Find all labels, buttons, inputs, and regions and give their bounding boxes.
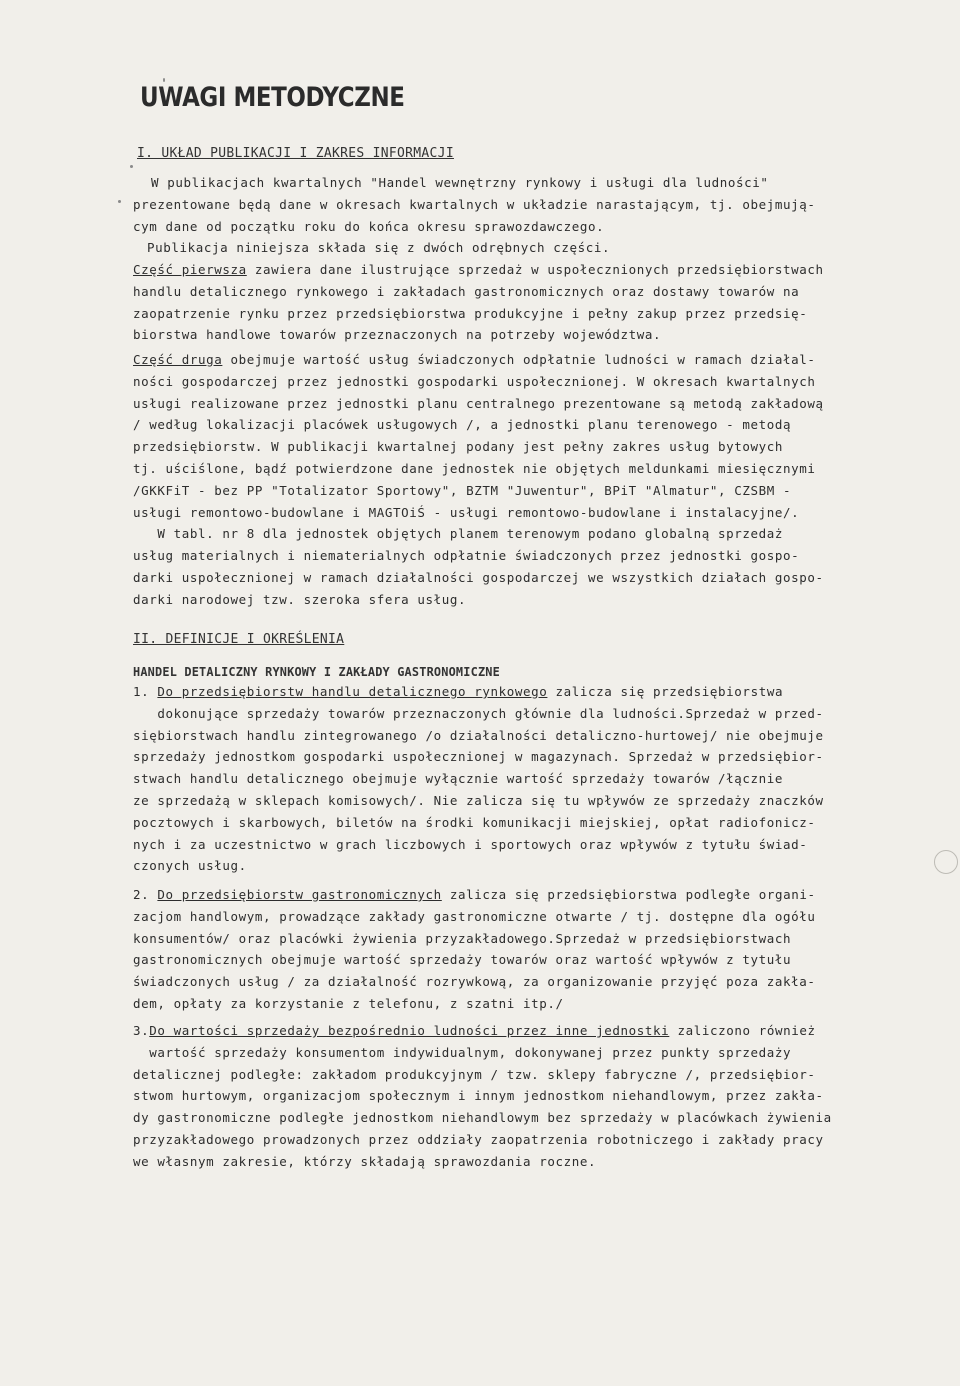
section-2-subheading: HANDEL DETALICZNY RYNKOWY I ZAKŁADY GASTRONOMICZNE — [133, 664, 500, 679]
definition-number: 1. — [133, 684, 158, 699]
definition-line — [133, 1020, 832, 1042]
definition-term: Do wartości sprzedaży bezpośrednio ludności przez inne jednostki — [149, 1023, 670, 1038]
definition-line: świadczonych usług / za działalność rozrywkową, za organizowanie przyjęć poza zakła- — [133, 974, 816, 990]
definition-text: zalicza się przedsiębiorstwa — [547, 684, 784, 699]
definition-line: gastronomicznych obejmuje wartość sprzedaży towarów oraz wartość wpływów z tytułu — [133, 952, 792, 968]
definition-line: nych i za uczestnictwo w grach liczbowych i sportowych oraz wpływów z tytułu świad- — [133, 836, 808, 852]
paragraph-line: darki narodowej tzw. szeroka sfera usług. — [133, 591, 467, 607]
definition-line: we własnym zakresie, którzy składają sprawozdania roczne. — [133, 1153, 597, 1169]
definition-line — [133, 681, 824, 703]
definition-line: detalicznej podległe: zakładom produkcyjnym / tzw. sklepy fabryczne /, przedsiębior- — [133, 1066, 816, 1082]
punch-hole-mark — [934, 850, 958, 874]
paragraph-line: usług materialnych i niematerialnych odpłatnie świadczonych przez jednostki gospo- — [133, 548, 800, 564]
scan-speck — [130, 165, 133, 168]
definition-line: wartość sprzedaży konsumentom indywidualnym, dokonywanej przez punkty sprzedaży — [133, 1044, 792, 1060]
paragraph-text: obejmuje wartość usług świadczonych odpłatnie ludności w ramach działal- — [222, 352, 816, 367]
paragraph-line: usługi realizowane przez jednostki planu centralnego prezentowane są metodą zakładową — [133, 395, 824, 411]
paragraph-text: zawiera dane ilustrujące sprzedaż w uspołecznionych przedsiębiorstwach — [246, 262, 824, 277]
definition-line: pocztowych i skarbowych, biletów na środki komunikacji miejskiej, opłat radiofonicz- — [133, 814, 816, 830]
part-one-paragraph — [133, 259, 824, 346]
definition-line: siębiorstwach handlu zintegrowanego /o działalności detaliczno-hurtowej/ nie obejmuje — [133, 727, 824, 743]
paragraph-line: /GKKFiT - bez PP "Totalizator Sportowy", BZTM "Juwentur", BPiT "Almatur", CZSBM - — [133, 482, 792, 498]
paragraph-line: biorstwa handlowe towarów przeznaczonych na potrzeby województwa. — [133, 327, 662, 343]
paragraph-line: / według lokalizacji placówek usługowych /, a jednostki planu terenowego - metodą — [133, 417, 792, 433]
intro-line: W publikacjach kwartalnych "Handel wewnętrzny rynkowy i usługi dla ludności" — [151, 175, 769, 190]
paragraph-line: usługi remontowo-budowlane i MAGTOiŚ - usługi remontowo-budowlane i instalacyjne/. — [133, 504, 800, 520]
intro-line: prezentowane będą dane w okresach kwartalnych w układzie narastającym, tj. obejmują- — [133, 196, 816, 212]
paragraph-line: tj. uściślone, bądź potwierdzone dane jednostek nie objętych meldunkami miesięcznymi — [133, 460, 816, 476]
paragraph-line: ności gospodarczej przez jednostki gospodarki uspołecznionej. W okresach kwartalnych — [133, 373, 816, 389]
definition-line — [133, 884, 816, 906]
paragraph-line: W tabl. nr 8 dla jednostek objętych planem terenowym podano globalną sprzedaż — [133, 526, 784, 542]
definition-line: przyzakładowego prowadzonych przez oddziały zaopatrzenia robotniczego i zakłady pracy — [133, 1131, 824, 1147]
definition-line: stwom hurtowym, organizacjom społecznym i innym jednostkom niehandlowym, przez zakła- — [133, 1088, 824, 1104]
section-1-intro — [133, 172, 816, 259]
definition-line: czonych usług. — [133, 858, 247, 874]
definition-line: konsumentów/ oraz placówki żywienia przyzakładowego.Sprzedaż w przedsiębiorstwach — [133, 930, 792, 946]
paragraph-line: zaopatrzenie rynku przez przedsiębiorstwa produkcyjne i pełny zakup przez przedsię- — [133, 305, 808, 321]
page-title: UWAGI METODYCZNE — [140, 82, 405, 113]
part-one-label: Część pierwsza — [133, 262, 247, 277]
definition-line: dem, opłaty za korzystanie z telefonu, z szatni itp./ — [133, 995, 564, 1011]
definition-line: dy gastronomiczne podległe jednostkom niehandlowym bez sprzedaży w placówkach żywienia — [133, 1110, 832, 1126]
definition-line: sprzedaży jednostkom gospodarki uspołecznionej w magazynach. Sprzedaż w przedsiębior- — [133, 749, 824, 765]
definition-line: dokonujące sprzedaży towarów przeznaczonych głównie dla ludności.Sprzedaż w przed- — [133, 705, 824, 721]
paragraph-line — [133, 349, 824, 371]
section-1-heading: I. UKŁAD PUBLIKACJI I ZAKRES INFORMACJI — [137, 146, 454, 161]
definition-1 — [133, 681, 824, 877]
definition-line: stwach handlu detalicznego obejmuje wyłącznie wartość sprzedaży towarów /łącznie — [133, 771, 784, 787]
paragraph-line — [133, 259, 824, 281]
section-2-heading: II. DEFINICJE I OKREŚLENIA — [133, 632, 345, 647]
scan-speck — [118, 200, 121, 203]
definition-text: zaliczono również — [669, 1023, 816, 1038]
definition-term: Do przedsiębiorstw handlu detalicznego rynkowego — [157, 684, 548, 699]
definition-term: Do przedsiębiorstw gastronomicznych — [157, 887, 442, 902]
definition-number: 3. — [133, 1023, 150, 1038]
definition-line: zacjom handlowym, prowadzące zakłady gastronomiczne otwarte / tj. dostępne dla ogółu — [133, 908, 816, 924]
paragraph-line: darki uspołecznionej w ramach działalności gospodarczej we wszystkich działach gospo- — [133, 569, 824, 585]
definition-2 — [133, 884, 816, 1015]
part-two-label: Część druga — [133, 352, 223, 367]
definition-line: ze sprzedażą w sklepach komisowych/. Nie zalicza się tu wpływów ze sprzedaży znaczków — [133, 792, 824, 808]
paragraph-line: przedsiębiorstw. W publikacji kwartalnej podany jest pełny zakres usług bytowych — [133, 439, 784, 455]
paragraph-line: handlu detalicznego rynkowego i zakładach gastronomicznych oraz dostawy towarów na — [133, 283, 800, 299]
intro-line: cym dane od początku roku do końca okresu sprawozdawczego. — [133, 218, 605, 234]
definition-number: 2. — [133, 887, 158, 902]
scan-speck — [163, 78, 165, 82]
definition-3 — [133, 1020, 832, 1173]
definition-text: zalicza się przedsiębiorstwa podległe organi- — [441, 887, 816, 902]
intro-line: Publikacja niniejsza składa się z dwóch odrębnych części. — [147, 240, 611, 256]
part-two-paragraph — [133, 349, 824, 611]
